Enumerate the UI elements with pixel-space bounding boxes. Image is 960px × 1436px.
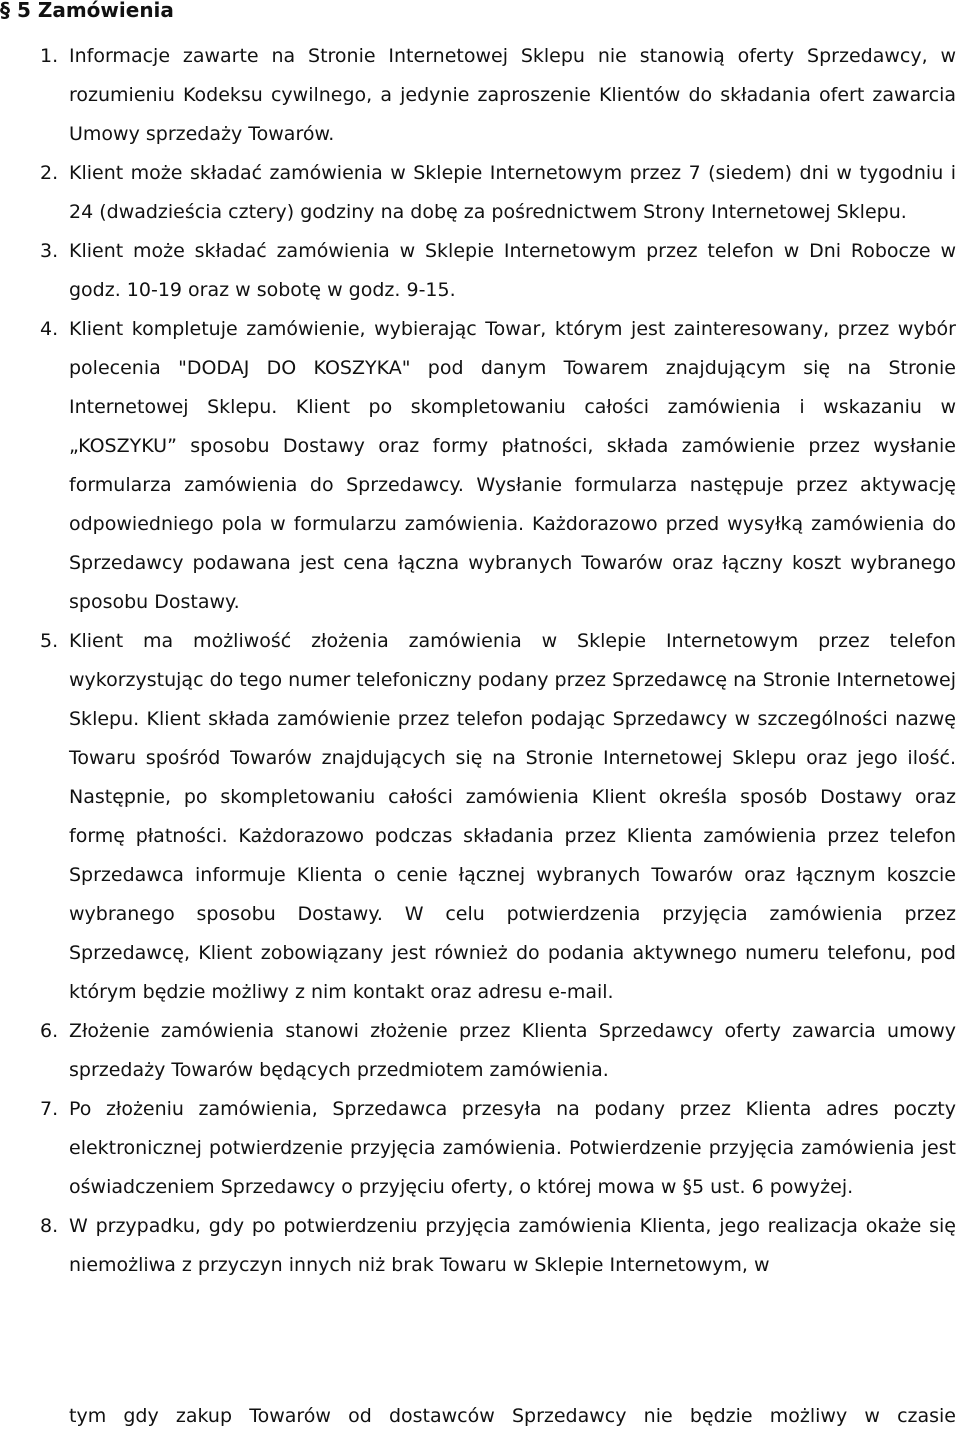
list-item <box>0 1012 956 1090</box>
item-text: W przypadku, gdy po potwierdzeniu przyjęcia zamówienia Klienta, jego realizacja okaże się niemożliwa z przyczyn innych niż brak Towaru w Sklepie Internetowym, w <box>69 1215 956 1276</box>
item-text: Złożenie zamówienia stanowi złożenie przez Klienta Sprzedawcy oferty zawarcia umowy sprzedaży Towarów będących przedmiotem zamówienia. <box>69 1020 956 1081</box>
item-text: Informacje zawarte na Stronie Internetowej Sklepu nie stanowią oferty Sprzedawcy, w rozumieniu Kodeksu cywilnego, a jedynie zaproszenie Klientów do składania ofert zawarcia Umowy sprzedaży Towarów. <box>69 45 956 145</box>
list-item <box>0 37 956 154</box>
list-item <box>0 1207 956 1285</box>
item-number: 8. <box>40 1215 59 1237</box>
item-text: Klient może składać zamówienia w Sklepie Internetowym przez telefon w Dni Robocze w godz. 10-19 oraz w sobotę w godz. 9-15. <box>69 240 956 301</box>
item-number: 7. <box>40 1098 59 1120</box>
item-text: Klient kompletuje zamówienie, wybierając Towar, którym jest zainteresowany, przez wybór polecenia "DODAJ DO KOSZYKA" pod danym Towarem znajdującym się na Stronie Internetowej Sklepu. Klient po skompletowaniu całości zamówienia i wskazaniu w „KOSZYKU” sposobu Dostawy oraz formy płatności, składa zamówienie przez wysłanie formularza zamówienia do Sprzedawcy. Wysłanie formularza następuje przez aktywację odpowiedniego pola w formularzu zamówienia. Każdorazowo przed wysyłką zamówienia do Sprzedawcy podawana jest cena łączna wybranych Towarów oraz łączny koszt wybranego sposobu Dostawy. <box>69 318 956 613</box>
continued-text-line: tym gdy zakup Towarów od dostawców Sprzedawcy nie będzie możliwy w czasie <box>69 1405 956 1427</box>
list-item <box>0 232 956 310</box>
item-number: 3. <box>40 240 59 262</box>
list-item <box>0 154 956 232</box>
orders-clause-list <box>0 37 960 1285</box>
item-number: 1. <box>40 45 59 67</box>
item-number: 5. <box>40 630 59 652</box>
item-number: 2. <box>40 162 59 184</box>
section-heading: § 5 Zamówienia <box>0 0 174 22</box>
list-item <box>0 310 956 622</box>
item-number: 4. <box>40 318 59 340</box>
list-item <box>0 1090 956 1207</box>
list-item <box>0 622 956 1012</box>
item-number: 6. <box>40 1020 59 1042</box>
item-text: Klient może składać zamówienia w Sklepie Internetowym przez 7 (siedem) dni w tygodniu i 24 (dwadzieścia cztery) godziny na dobę za pośrednictwem Strony Internetowej Sklepu. <box>69 162 956 223</box>
item-text: Po złożeniu zamówienia, Sprzedawca przesyła na podany przez Klienta adres poczty elektronicznej potwierdzenie przyjęcia zamówienia. Potwierdzenie przyjęcia zamówienia jest oświadczeniem Sprzedawcy o przyjęciu oferty, o której mowa w §5 ust. 6 powyżej. <box>69 1098 956 1198</box>
item-text: Klient ma możliwość złożenia zamówienia w Sklepie Internetowym przez telefon wykorzystując do tego numer telefoniczny podany przez Sprzedawcę na Stronie Internetowej Sklepu. Klient składa zamówienie przez telefon podając Sprzedawcy w szczególności nazwę Towaru spośród Towarów znajdujących się na Stronie Internetowej Sklepu oraz jego ilość. Następnie, po skompletowaniu całości zamówienia Klient określa sposób Dostawy oraz formę płatności. Każdorazowo podczas składania przez Klienta zamówienia przez telefon Sprzedawca informuje Klienta o cenie łącznej wybranych Towarów oraz łącznym koszcie wybranego sposobu Dostawy. W celu potwierdzenia przyjęcia zamówienia przez Sprzedawcę, Klient zobowiązany jest również do podania aktywnego numeru telefonu, pod którym będzie możliwy z nim kontakt oraz adresu e-mail. <box>69 630 956 1003</box>
